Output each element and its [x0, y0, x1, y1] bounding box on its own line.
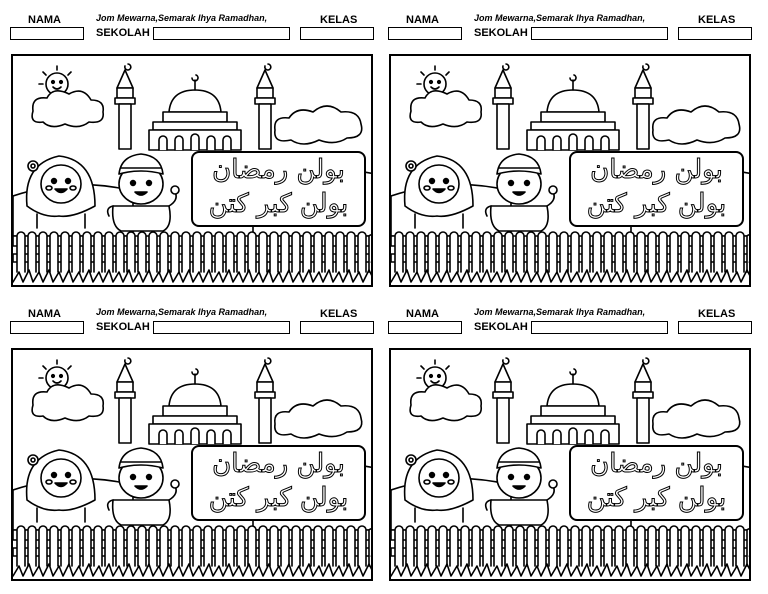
sekolah-label: SEKOLAH — [96, 27, 150, 39]
coloring-frame — [11, 348, 373, 581]
sekolah-field[interactable] — [531, 321, 668, 334]
kelas-field[interactable] — [678, 321, 752, 334]
sekolah-label: SEKOLAH — [474, 27, 528, 39]
nama-field[interactable] — [388, 27, 462, 40]
kelas-field[interactable] — [678, 27, 752, 40]
sekolah-label: SEKOLAH — [474, 321, 528, 333]
sekolah-field[interactable] — [531, 27, 668, 40]
nama-field[interactable] — [10, 27, 84, 40]
arabic-text-box — [569, 445, 744, 521]
nama-label: NAMA — [406, 14, 439, 26]
worksheet-title: Jom Mewarna,Semarak Ihya Ramadhan, — [96, 13, 268, 23]
kelas-label: KELAS — [320, 308, 358, 320]
coloring-frame — [11, 54, 373, 287]
arabic-text-box — [191, 445, 366, 521]
nama-field[interactable] — [388, 321, 462, 334]
coloring-card-1 — [8, 8, 378, 290]
worksheet-title: Jom Mewarna,Semarak Ihya Ramadhan, — [474, 13, 646, 23]
arabic-line-2: بولن كبر كتن — [586, 483, 727, 513]
worksheet-title: Jom Mewarna,Semarak Ihya Ramadhan, — [474, 307, 646, 317]
sekolah-field[interactable] — [153, 321, 290, 334]
arabic-line-1: بولن رمضان — [212, 155, 345, 185]
nama-label: NAMA — [406, 308, 439, 320]
worksheet-title: Jom Mewarna,Semarak Ihya Ramadhan, — [96, 307, 268, 317]
coloring-frame — [389, 54, 751, 287]
arabic-line-1: بولن رمضان — [212, 449, 345, 479]
arabic-line-2: بولن كبر كتن — [586, 189, 727, 219]
nama-label: NAMA — [28, 308, 61, 320]
coloring-card-3 — [8, 302, 378, 584]
arabic-line-1: بولن رمضان — [590, 155, 723, 185]
arabic-text-box — [191, 151, 366, 227]
kelas-label: KELAS — [698, 14, 736, 26]
coloring-card-4 — [386, 302, 756, 584]
kelas-label: KELAS — [698, 308, 736, 320]
coloring-card-2 — [386, 8, 756, 290]
coloring-frame — [389, 348, 751, 581]
kelas-field[interactable] — [300, 27, 374, 40]
sekolah-label: SEKOLAH — [96, 321, 150, 333]
arabic-line-2: بولن كبر كتن — [208, 189, 349, 219]
nama-label: NAMA — [28, 14, 61, 26]
arabic-line-2: بولن كبر كتن — [208, 483, 349, 513]
nama-field[interactable] — [10, 321, 84, 334]
kelas-label: KELAS — [320, 14, 358, 26]
arabic-line-1: بولن رمضان — [590, 449, 723, 479]
arabic-text-box — [569, 151, 744, 227]
sekolah-field[interactable] — [153, 27, 290, 40]
kelas-field[interactable] — [300, 321, 374, 334]
